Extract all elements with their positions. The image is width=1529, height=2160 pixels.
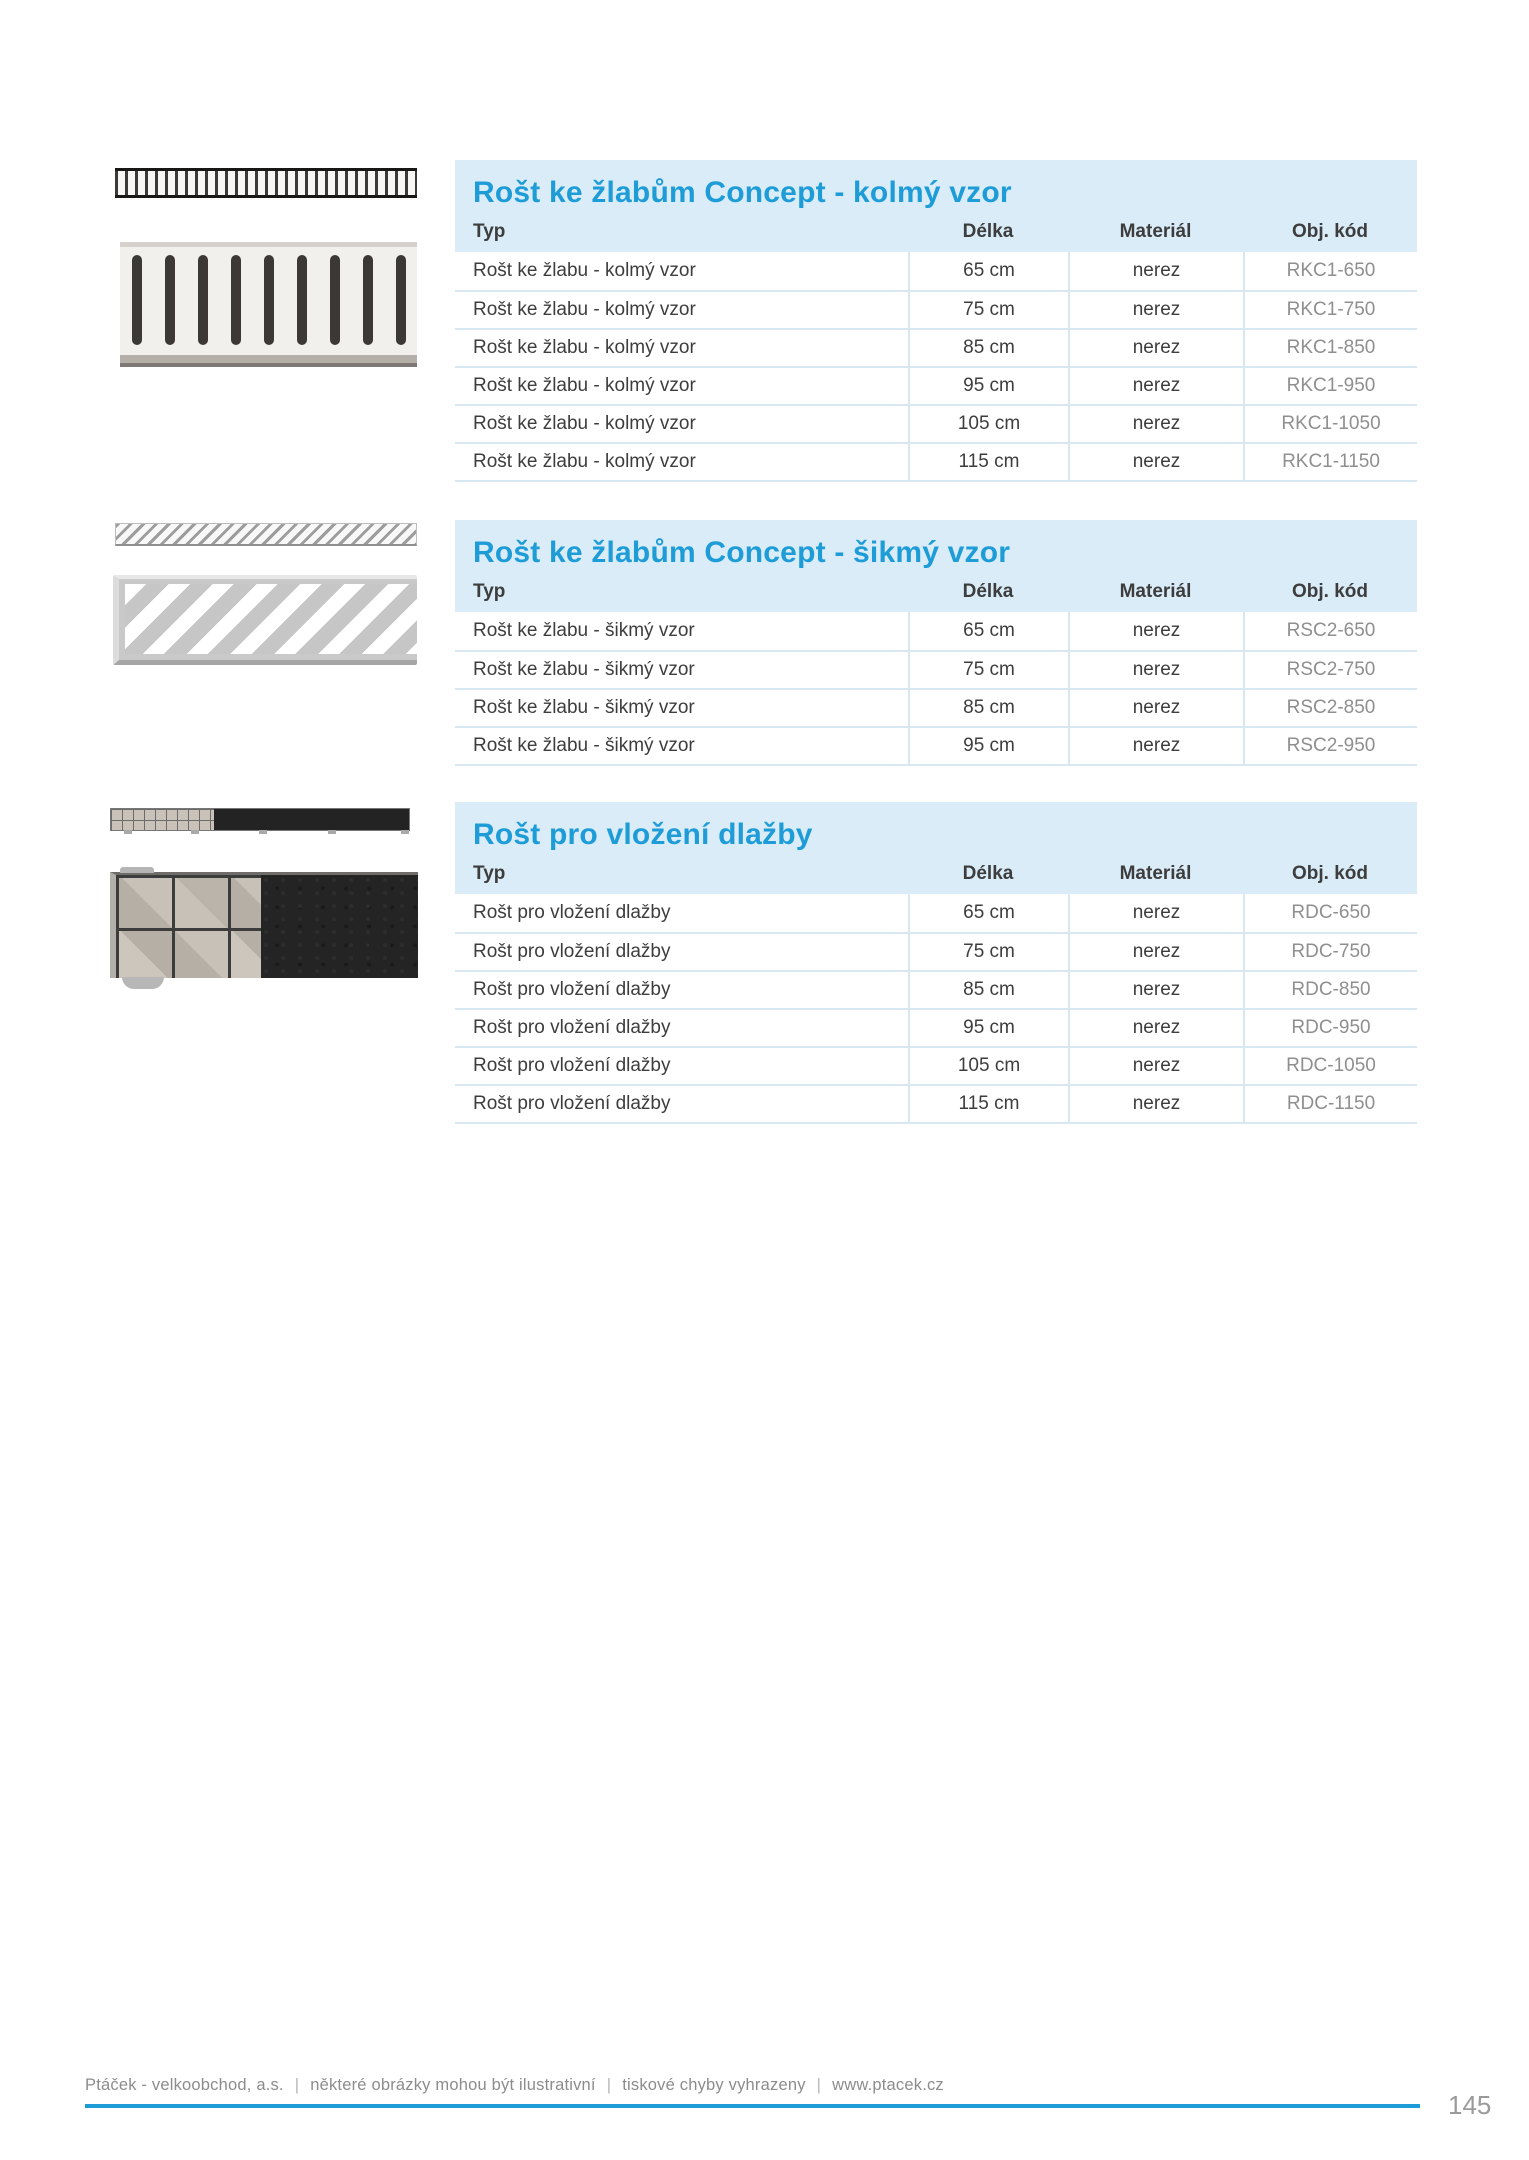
col-header-obj-kod: Obj. kód [1292,863,1368,884]
footer-separator: | [816,2076,822,2094]
cell-material: nerez [1068,690,1243,726]
product-photo-diagonal-grate-strip [115,523,417,546]
table-row [455,1008,1417,1046]
col-header-material: Materiál [1119,863,1192,884]
cell-obj-kod: RDC-950 [1243,1010,1417,1046]
col-header-obj-kod: Obj. kód [1292,221,1368,242]
cell-typ: Rošt ke žlabu - šikmý vzor [473,697,695,718]
cell-material: nerez [1068,444,1243,480]
mounting-tab [259,830,267,834]
cell-delka: 105 cm [908,406,1068,442]
cell-delka: 95 cm [908,728,1068,764]
product-photo-perpendicular-grate-detail [120,242,417,367]
footer [85,2076,944,2095]
cell-obj-kod: RSC2-650 [1243,612,1417,650]
cell-material: nerez [1068,1086,1243,1122]
cell-material: nerez [1068,894,1243,932]
cell-obj-kod: RSC2-850 [1243,690,1417,726]
table-header [455,854,1417,894]
col-header-typ: Typ [473,221,506,242]
cell-delka: 75 cm [908,652,1068,688]
table-row [455,612,1417,650]
cell-delka: 75 cm [908,934,1068,970]
cell-material: nerez [1068,368,1243,404]
section-sikmy-vzor [455,520,1417,766]
footer-accent-line [85,2104,1420,2108]
col-header-delka: Délka [962,581,1014,602]
col-header-typ: Typ [473,863,506,884]
cell-material: nerez [1068,292,1243,328]
cell-delka: 115 cm [908,1086,1068,1122]
cell-material: nerez [1068,934,1243,970]
cell-typ: Rošt pro vložení dlažby [473,902,671,923]
mounting-tab [120,867,154,873]
cell-obj-kod: RKC1-750 [1243,292,1417,328]
page-number: 145 [1448,2090,1492,2120]
cell-typ: Rošt pro vložení dlažby [473,1017,671,1038]
section-vlozeni-dlazby [455,802,1417,1124]
cell-typ: Rošt ke žlabu - šikmý vzor [473,659,695,680]
section-title: Rošt pro vložení dlažby [473,818,813,851]
mounting-tab [124,830,132,834]
cell-typ: Rošt ke žlabu - šikmý vzor [473,735,695,756]
table-body [455,894,1417,1124]
table-row [455,650,1417,688]
table-header [455,212,1417,252]
footer-separator: | [294,2076,300,2094]
table-row [455,726,1417,764]
cell-obj-kod: RKC1-1050 [1243,406,1417,442]
table-body [455,612,1417,766]
cell-delka: 85 cm [908,972,1068,1008]
cell-delka: 65 cm [908,894,1068,932]
col-header-typ: Typ [473,581,506,602]
cell-material: nerez [1068,972,1243,1008]
table-row [455,442,1417,480]
section-kolmy-vzor [455,160,1417,482]
table-row [455,290,1417,328]
diagonal-stripes-pattern [125,584,417,654]
table-header-band [455,160,1417,252]
empty-channel-area [214,809,409,830]
cell-typ: Rošt pro vložení dlažby [473,979,671,1000]
cell-material: nerez [1068,330,1243,366]
table-row [455,688,1417,726]
cell-material: nerez [1068,728,1243,764]
product-photo-tile-insert-strip [110,808,410,831]
cell-delka: 95 cm [908,1010,1068,1046]
footer-note-errors: tiskové chyby vyhrazeny [622,2076,806,2094]
cell-material: nerez [1068,612,1243,650]
cell-material: nerez [1068,406,1243,442]
cell-delka: 65 cm [908,252,1068,290]
cell-material: nerez [1068,252,1243,290]
col-header-delka: Délka [962,863,1014,884]
cell-delka: 85 cm [908,690,1068,726]
mounting-tab [191,830,199,834]
table-header-band [455,520,1417,612]
table-row [455,366,1417,404]
table-header [455,572,1417,612]
cell-typ: Rošt ke žlabu - kolmý vzor [473,337,696,358]
product-photo-diagonal-grate-detail [113,575,417,665]
section-title: Rošt ke žlabům Concept - šikmý vzor [473,536,1011,569]
table-row [455,894,1417,932]
footer-company: Ptáček - velkoobchod, a.s. [85,2076,284,2094]
footer-separator: | [606,2076,612,2094]
table-row [455,404,1417,442]
stone-tiles-pattern [116,875,261,978]
mounting-tab [328,830,336,834]
footer-note-images: některé obrázky mohou být ilustrativní [310,2076,596,2094]
cell-typ: Rošt ke žlabu - kolmý vzor [473,375,696,396]
cell-typ: Rošt ke žlabu - kolmý vzor [473,451,696,472]
product-photo-perpendicular-grate-strip [115,168,417,198]
cell-typ: Rošt ke žlabu - kolmý vzor [473,413,696,434]
cell-delka: 95 cm [908,368,1068,404]
table-body [455,252,1417,482]
cell-obj-kod: RSC2-750 [1243,652,1417,688]
table-row [455,970,1417,1008]
table-row [455,1084,1417,1122]
cell-material: nerez [1068,1010,1243,1046]
table-header-band [455,802,1417,894]
cell-typ: Rošt ke žlabu - kolmý vzor [473,299,696,320]
cell-typ: Rošt pro vložení dlažby [473,1055,671,1076]
cell-obj-kod: RDC-850 [1243,972,1417,1008]
cell-obj-kod: RDC-1150 [1243,1086,1417,1122]
mounting-foot [122,977,164,989]
footer-website: www.ptacek.cz [832,2076,944,2094]
col-header-obj-kod: Obj. kód [1292,581,1368,602]
table-row [455,328,1417,366]
mosaic-tiles-pattern [111,809,214,830]
cell-obj-kod: RDC-650 [1243,894,1417,932]
cell-obj-kod: RKC1-950 [1243,368,1417,404]
cell-delka: 105 cm [908,1048,1068,1084]
cell-material: nerez [1068,652,1243,688]
cell-obj-kod: RKC1-650 [1243,252,1417,290]
cell-obj-kod: RKC1-1150 [1243,444,1417,480]
cell-delka: 85 cm [908,330,1068,366]
cell-material: nerez [1068,1048,1243,1084]
cell-delka: 75 cm [908,292,1068,328]
cell-typ: Rošt ke žlabu - šikmý vzor [473,620,695,641]
table-row [455,932,1417,970]
cell-delka: 65 cm [908,612,1068,650]
col-header-material: Materiál [1119,221,1192,242]
cell-typ: Rošt pro vložení dlažby [473,1093,671,1114]
cell-delka: 115 cm [908,444,1068,480]
col-header-material: Materiál [1119,581,1192,602]
product-photo-tile-insert-detail [110,872,418,978]
cell-typ: Rošt pro vložení dlažby [473,941,671,962]
cell-typ: Rošt ke žlabu - kolmý vzor [473,260,696,281]
empty-channel-area [261,875,418,978]
section-title: Rošt ke žlabům Concept - kolmý vzor [473,176,1012,209]
col-header-delka: Délka [962,221,1014,242]
table-row [455,1046,1417,1084]
cell-obj-kod: RDC-750 [1243,934,1417,970]
cell-obj-kod: RDC-1050 [1243,1048,1417,1084]
table-row [455,252,1417,290]
mounting-tab [401,830,409,834]
cell-obj-kod: RKC1-850 [1243,330,1417,366]
cell-obj-kod: RSC2-950 [1243,728,1417,764]
